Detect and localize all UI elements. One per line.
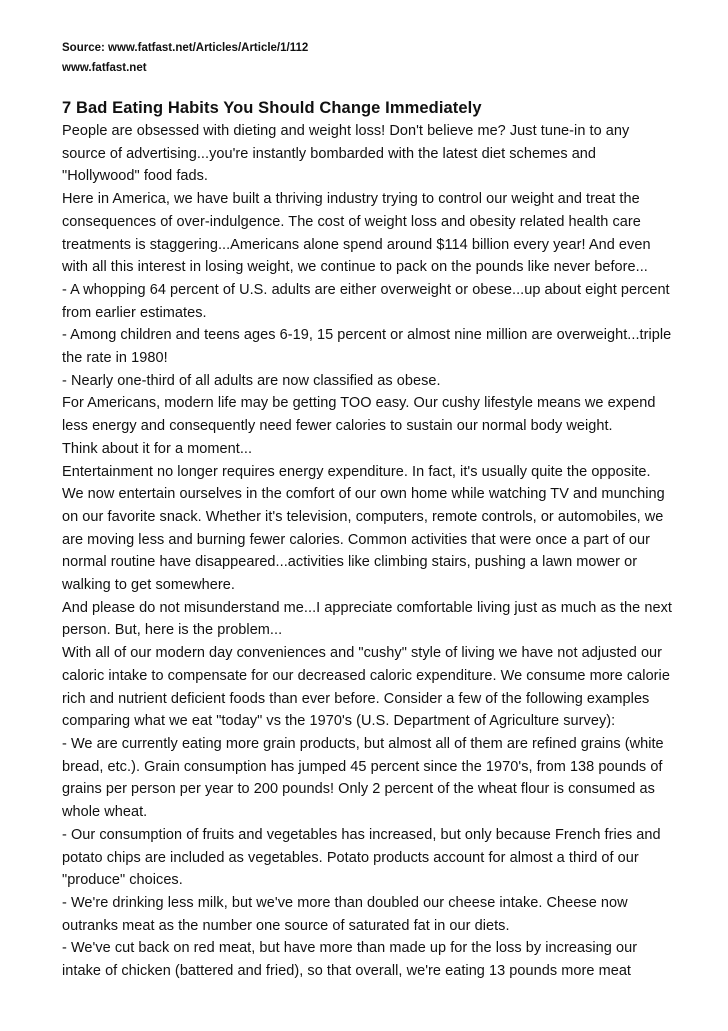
source-header: [62, 38, 673, 78]
site-url: www.fatfast.net: [62, 62, 147, 74]
paragraph: - Among children and teens ages 6-19, 15 percent or almost nine million are overweight...triple the rate in 1980!: [62, 327, 672, 367]
paragraph: - Our consumption of fruits and vegetables has increased, but only because French fries and potato chips are included as vegetables. Potato products account for almost a third of our "produce" choices.: [62, 826, 661, 889]
paragraph: Here in America, we have built a thriving industry trying to control our weight and treat the consequences of over-indulgence. The cost of weight loss and obesity related health care treatments is staggering...Americans alone spend around $114 billion every year! And even with all this interest in losing weight, we continue to pack on the pounds like never before...: [62, 191, 651, 276]
paragraph: - We've cut back on red meat, but have more than made up for the loss by increasing our intake of chicken (battered and fried), so that overall, we're eating 13 pounds more meat: [62, 940, 638, 980]
paragraph: For Americans, modern life may be getting TOO easy. Our cushy lifestyle means we expend less energy and consequently need fewer calories to sustain our normal body weight.: [62, 395, 656, 435]
paragraph: Think about it for a moment...: [62, 440, 253, 457]
paragraph: With all of our modern day conveniences and "cushy" style of living we have not adjusted our caloric intake to compensate for our decreased caloric expenditure. We consume more calorie rich and nutrient deficient foods than ever before. Consider a few of the following examples comparing what we eat "today" vs the 1970's (U.S. Department of Agriculture survey):: [62, 645, 670, 730]
paragraph: - We are currently eating more grain products, but almost all of them are refined grains (white bread, etc.). Grain consumption has jumped 45 percent since the 1970's, from 138 pounds of grains per person per year to 200 pounds! Only 2 percent of the wheat flour is consumed as whole wheat.: [62, 735, 664, 821]
paragraph: - Nearly one-third of all adults are now classified as obese.: [62, 372, 441, 389]
paragraph: And please do not misunderstand me...I appreciate comfortable living just as much as the next person. But, here is the problem...: [62, 599, 672, 639]
paragraph: - A whopping 64 percent of U.S. adults are either overweight or obese...up about eight percent from earlier estimates.: [62, 281, 670, 321]
article-body: [62, 120, 673, 983]
paragraph: People are obsessed with dieting and weight loss! Don't believe me? Just tune-in to any source of advertising...you're instantly bombarded with the latest diet schemes and "Hollywood" food fads.: [62, 123, 630, 185]
paragraph: Entertainment no longer requires energy expenditure. In fact, it's usually quite the opposite. We now entertain ourselves in the comfort of our own home while watching TV and munching on our favorite snack. Whether it's television, computers, remote controls, or automobiles, we are moving less and burning fewer calories. Common activities that were once a part of our normal routine have disappeared...activities like climbing stairs, pushing a lawn mower or walking to get somewhere.: [62, 463, 665, 594]
source-url: Source: www.fatfast.net/Articles/Article/1/112: [62, 42, 309, 54]
article-title: 7 Bad Eating Habits You Should Change Immediately: [62, 99, 482, 117]
paragraph: - We're drinking less milk, but we've more than doubled our cheese intake. Cheese now outranks meat as the number one source of saturated fat in our diets.: [62, 894, 628, 934]
